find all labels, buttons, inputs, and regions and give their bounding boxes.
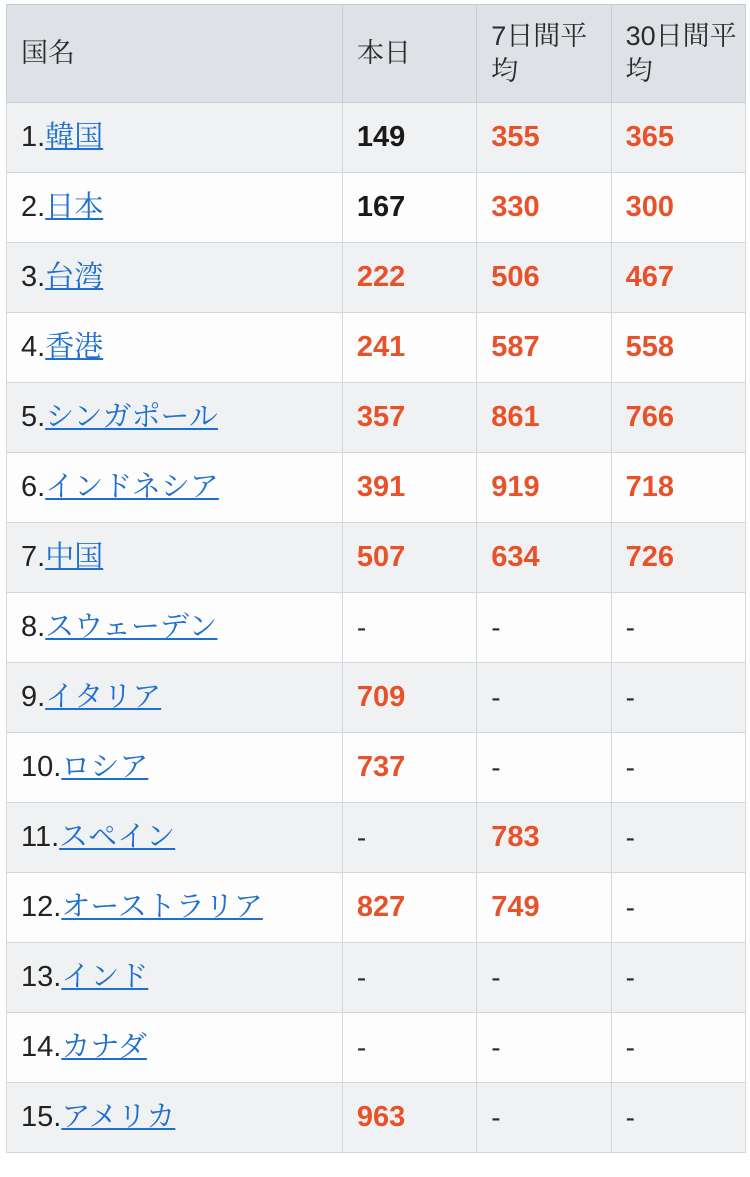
today-value: -: [342, 593, 476, 663]
today-value: 391: [342, 453, 476, 523]
avg7-value: -: [477, 733, 611, 803]
table-header: [7, 5, 746, 103]
avg7-value: 634: [477, 523, 611, 593]
country-link[interactable]: アメリカ: [61, 1101, 176, 1134]
avg30-value: -: [611, 873, 745, 943]
today-value: 357: [342, 383, 476, 453]
country-cell: [7, 663, 343, 733]
column-header-country: 国名: [7, 5, 343, 103]
today-value: 241: [342, 313, 476, 383]
table-row: [7, 383, 746, 453]
avg7-value: -: [477, 1083, 611, 1153]
column-header-avg30: 30日間平均: [611, 5, 745, 103]
avg30-value: 300: [611, 173, 745, 243]
avg30-value: -: [611, 733, 745, 803]
country-link[interactable]: 日本: [45, 191, 104, 224]
avg7-value: 783: [477, 803, 611, 873]
country-link[interactable]: オーストラリア: [61, 891, 263, 924]
today-value: -: [342, 943, 476, 1013]
country-cell: [7, 103, 343, 173]
avg7-value: 506: [477, 243, 611, 313]
table-row: [7, 593, 746, 663]
today-value: 167: [342, 173, 476, 243]
rank-number: 2.: [21, 191, 46, 224]
table-row: [7, 663, 746, 733]
rank-number: 4.: [21, 331, 46, 364]
country-cell: [7, 733, 343, 803]
rank-number: 1.: [21, 121, 46, 154]
country-link[interactable]: イタリア: [45, 681, 162, 714]
avg7-value: 919: [477, 453, 611, 523]
today-value: 149: [342, 103, 476, 173]
avg30-value: -: [611, 803, 745, 873]
avg7-value: 587: [477, 313, 611, 383]
country-link[interactable]: 台湾: [45, 261, 104, 294]
country-cell: [7, 943, 343, 1013]
rank-number: 6.: [21, 471, 46, 504]
today-value: 507: [342, 523, 476, 593]
country-link[interactable]: 韓国: [45, 121, 104, 154]
avg30-value: -: [611, 1013, 745, 1083]
rank-number: 7.: [21, 541, 46, 574]
avg30-value: 558: [611, 313, 745, 383]
table-row: [7, 803, 746, 873]
avg30-value: 365: [611, 103, 745, 173]
table-row: [7, 943, 746, 1013]
country-cell: [7, 803, 343, 873]
avg30-value: -: [611, 593, 745, 663]
country-link[interactable]: インド: [61, 961, 149, 994]
rank-number: 8.: [21, 611, 46, 644]
today-value: 737: [342, 733, 476, 803]
country-cell: [7, 593, 343, 663]
country-link[interactable]: スウェーデン: [45, 611, 218, 644]
rank-number: 9.: [21, 681, 46, 714]
table-body: [7, 103, 746, 1153]
avg30-value: -: [611, 1083, 745, 1153]
country-link[interactable]: インドネシア: [45, 471, 219, 504]
country-link[interactable]: 中国: [45, 541, 104, 574]
today-value: 709: [342, 663, 476, 733]
table-row: [7, 733, 746, 803]
avg7-value: -: [477, 593, 611, 663]
avg30-value: 766: [611, 383, 745, 453]
today-value: 222: [342, 243, 476, 313]
rank-number: 15.: [21, 1101, 62, 1134]
avg7-value: -: [477, 1013, 611, 1083]
table-row: [7, 873, 746, 943]
country-link[interactable]: カナダ: [61, 1031, 147, 1064]
country-ranking-table: [6, 4, 746, 1153]
avg30-value: -: [611, 943, 745, 1013]
table-header-row: [7, 5, 746, 103]
today-value: 963: [342, 1083, 476, 1153]
avg30-value: 718: [611, 453, 745, 523]
avg7-value: 355: [477, 103, 611, 173]
rank-number: 11.: [21, 821, 60, 854]
avg7-value: 861: [477, 383, 611, 453]
table-row: [7, 1083, 746, 1153]
table-row: [7, 173, 746, 243]
table-row: [7, 523, 746, 593]
column-header-today: 本日: [342, 5, 476, 103]
rank-number: 14.: [21, 1031, 62, 1064]
country-cell: [7, 1083, 343, 1153]
country-cell: [7, 243, 343, 313]
avg30-value: 467: [611, 243, 745, 313]
ranking-page: [0, 4, 750, 1177]
avg7-value: 749: [477, 873, 611, 943]
country-cell: [7, 313, 343, 383]
country-cell: [7, 1013, 343, 1083]
rank-number: 13.: [21, 961, 62, 994]
country-link[interactable]: 香港: [45, 331, 104, 364]
avg30-value: -: [611, 663, 745, 733]
country-link[interactable]: ロシア: [61, 751, 149, 784]
country-cell: [7, 523, 343, 593]
rank-number: 5.: [21, 401, 46, 434]
today-value: 827: [342, 873, 476, 943]
country-link[interactable]: シンガポール: [45, 401, 218, 434]
rank-number: 3.: [21, 261, 46, 294]
avg7-value: -: [477, 663, 611, 733]
country-cell: [7, 873, 343, 943]
table-row: [7, 313, 746, 383]
column-header-avg7: 7日間平均: [477, 5, 611, 103]
rank-number: 12.: [21, 891, 62, 924]
country-cell: [7, 453, 343, 523]
today-value: -: [342, 803, 476, 873]
country-cell: [7, 383, 343, 453]
table-row: [7, 453, 746, 523]
today-value: -: [342, 1013, 476, 1083]
table-row: [7, 103, 746, 173]
avg30-value: 726: [611, 523, 745, 593]
country-cell: [7, 173, 343, 243]
table-row: [7, 243, 746, 313]
avg7-value: 330: [477, 173, 611, 243]
country-link[interactable]: スペイン: [59, 821, 176, 854]
table-row: [7, 1013, 746, 1083]
avg7-value: -: [477, 943, 611, 1013]
rank-number: 10.: [21, 751, 62, 784]
